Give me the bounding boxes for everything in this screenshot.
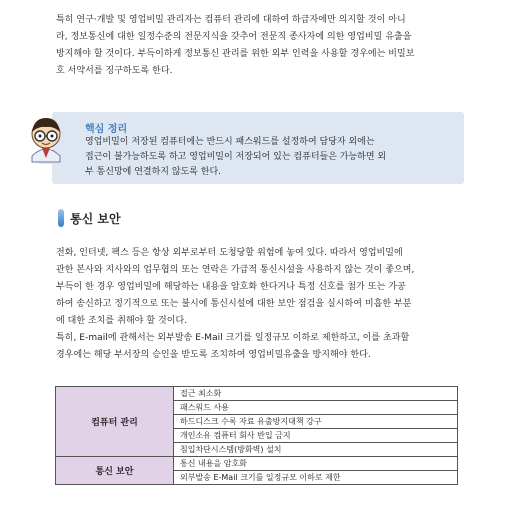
intro-line: 호 서약서를 징구하도록 한다.	[56, 66, 173, 76]
intro-paragraph	[56, 12, 461, 80]
summary-text	[85, 135, 457, 180]
body-paragraph-2	[56, 330, 461, 364]
section-heading: 통신 보안	[70, 212, 121, 226]
table-cell: 접근 최소화	[174, 387, 458, 401]
body-line: 하여 송신하고 정기적으로 또는 불시에 통신시설에 대한 보안 점검을 실시하여 미흡한 부분	[56, 299, 412, 309]
table-group-header: 컴퓨터 관리	[56, 387, 174, 457]
table-row	[56, 457, 458, 471]
summary-table	[55, 386, 458, 485]
summary-title: 핵심 정리	[85, 124, 128, 135]
body-line: 관한 본사와 지사와의 업무협의 또는 연락은 가급적 통신시설을 사용하지 않는 것이 좋으며,	[56, 265, 415, 275]
table-cell: 개인소유 컴퓨터 회사 반입 금지	[174, 429, 458, 443]
intro-line: 라, 정보통신에 대한 일정수준의 전문지식을 갖추어 전문직 종사자에 의한 영업비밀 유출을	[56, 32, 412, 42]
intro-line: 특히 연구·개발 및 영업비밀 관리자는 컴퓨터 관리에 대하여 하급자에만 의지할 것이 아니	[56, 15, 406, 25]
professor-character-icon	[24, 112, 68, 164]
table-cell: 패스워드 사용	[174, 401, 458, 415]
body-line: 전화, 인터넷, 팩스 등은 항상 외부로부터 도청당할 위험에 놓여 있다. 따라서 영업비밀에	[56, 248, 403, 258]
summary-line: 부 통신망에 연결하지 않도록 한다.	[85, 167, 222, 177]
table-cell: 통신 내용을 암호화	[174, 457, 458, 471]
table-group-header: 통신 보안	[56, 457, 174, 485]
table-cell: 침입차단시스템(방화벽) 설치	[174, 443, 458, 457]
section-bar-icon	[58, 209, 64, 227]
summary-line: 접근이 불가능하도록 하고 영업비밀이 저장되어 있는 컴퓨터들은 가능하면 외	[85, 152, 387, 162]
body-paragraph-1	[56, 245, 461, 330]
summary-line: 영업비밀이 저장된 컴퓨터에는 반드시 패스워드를 설정하여 담당자 외에는	[85, 137, 375, 147]
table-row	[56, 387, 458, 401]
table-cell: 하드디스크 수록 자료 유출방지대책 강구	[174, 415, 458, 429]
body-line: 에 대한 조치를 취해야 할 것이다.	[56, 316, 188, 326]
intro-line: 방지해야 할 것이다. 부득이하게 정보통신 관리를 위한 외부 인력을 사용할 경우에는 비밀보	[56, 49, 415, 59]
body-line: 경우에는 해당 부서장의 승인을 받도록 조치하여 영업비밀유출을 방지해야 한다.	[56, 350, 371, 360]
body-line: 특히, E-mail에 관해서는 외부발송 E-Mail 크기를 일정규모 이하로 제한하고, 이를 초과할	[56, 333, 410, 343]
table-cell: 외부발송 E-Mail 크기를 일정규모 이하로 제한	[174, 471, 458, 485]
body-line: 부득이 한 경우 영업비밀에 해당하는 내용을 암호화 한다거나 특정 신호를 첨가 또는 가공	[56, 282, 406, 292]
